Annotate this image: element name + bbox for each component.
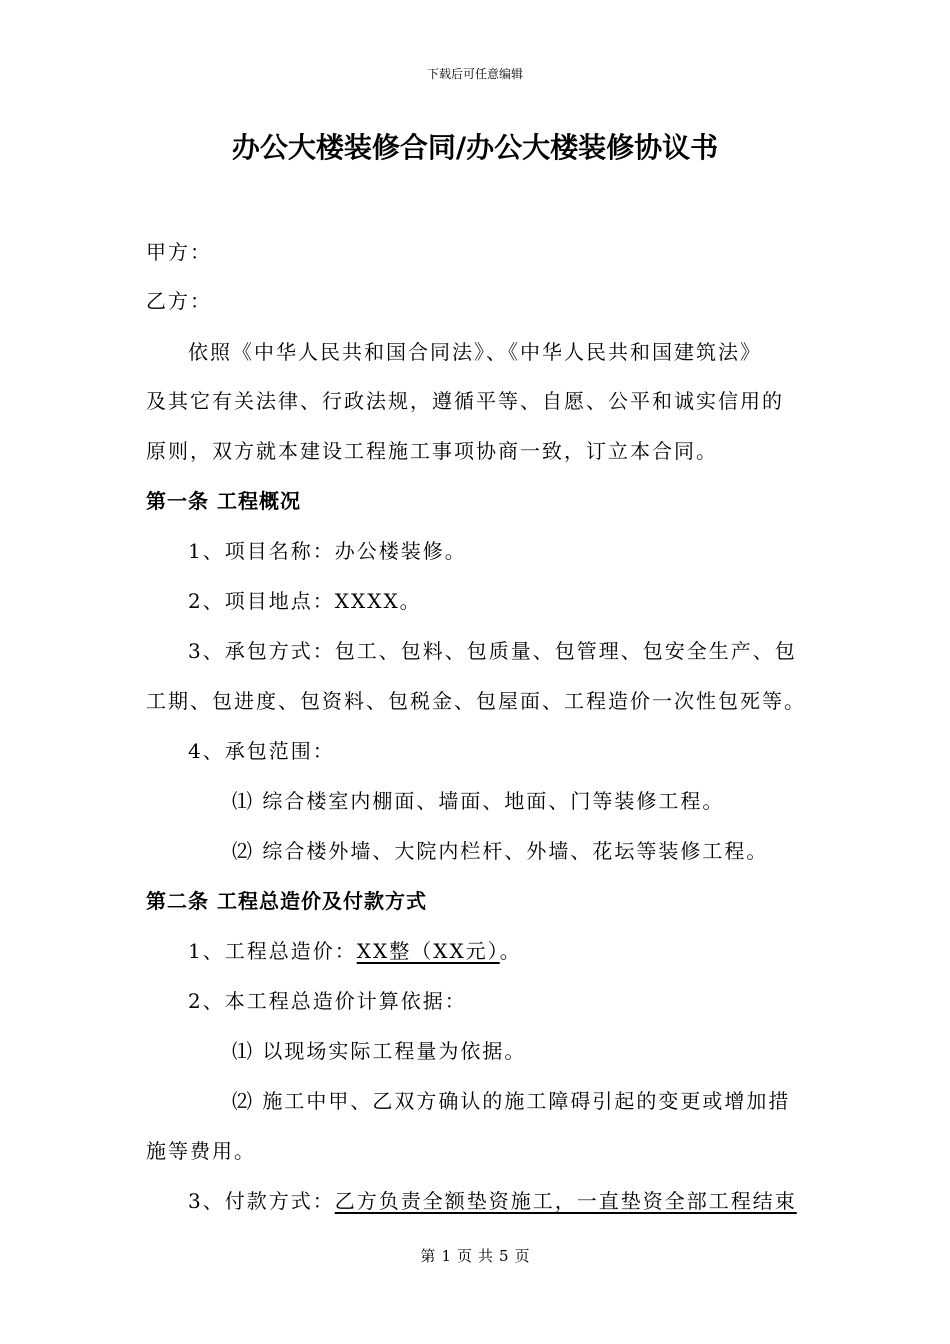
article-1-item-3-line-2: 工期、包进度、包资料、包税金、包屋面、工程造价一次性包死等。 — [146, 689, 806, 713]
preamble-line-2: 及其它有关法律、行政法规，遵循平等、自愿、公平和诚实信用的 — [146, 389, 784, 413]
article-2-item-2-sub-2-line-2: 施等费用。 — [146, 1139, 256, 1163]
article-2-item-1-prefix: 1、工程总造价： — [188, 939, 357, 963]
article-2-item-2: 2、本工程总造价计算依据： — [188, 989, 467, 1013]
article-1-item-1: 1、项目名称：办公楼装修。 — [188, 539, 467, 563]
article-1-heading: 第一条 工程概况 — [146, 489, 301, 513]
article-2-item-2-sub-2-line-1: ⑵ 施工中甲、乙双方确认的施工障碍引起的变更或增加措 — [232, 1089, 791, 1113]
page-footer — [0, 1246, 950, 1266]
footer-total-label: 共 — [478, 1247, 494, 1265]
article-2-item-1 — [188, 937, 858, 965]
article-1-item-3-line-1: 3、承包方式：包工、包料、包质量、包管理、包安全生产、包 — [188, 639, 797, 663]
preamble-line-1: 依照《中华人民共和国合同法》、《中华人民共和国建筑法》 — [188, 340, 762, 364]
header-note: 下载后可任意编辑 — [426, 67, 523, 81]
footer-page-label: 第 — [420, 1247, 436, 1265]
article-2-heading: 第二条 工程总造价及付款方式 — [146, 889, 427, 913]
party-b-label: 乙方： — [146, 289, 212, 313]
footer-page-unit: 页 — [456, 1247, 472, 1265]
footer-page-number: 1 — [441, 1247, 451, 1265]
total-price-value: XX整（XX元） — [356, 939, 500, 963]
footer-total-unit: 页 — [514, 1247, 530, 1265]
article-2-item-2-sub-1: ⑴ 以现场实际工程量为依据。 — [232, 1039, 527, 1063]
article-1-item-4-sub-1: ⑴ 综合楼室内棚面、墙面、地面、门等装修工程。 — [232, 789, 725, 813]
article-2-item-3-prefix: 3、付款方式： — [188, 1189, 335, 1213]
article-2-item-1-suffix: 。 — [499, 939, 522, 963]
article-1-item-4-sub-2: ⑵ 综合楼外墙、大院内栏杆、外墙、花坛等装修工程。 — [232, 839, 769, 863]
article-2-item-3 — [188, 1187, 858, 1215]
article-1-item-4: 4、承包范围： — [188, 739, 335, 763]
footer-total-pages: 5 — [499, 1247, 509, 1265]
preamble-line-3: 原则，双方就本建设工程施工事项协商一致，订立本合同。 — [146, 439, 718, 463]
article-1-item-2: 2、项目地点：XXXX。 — [188, 589, 422, 613]
payment-method-value: 乙方负责全额垫资施工，一直垫资全部工程结束 — [334, 1189, 797, 1213]
document-title: 办公大楼装修合同/办公大楼装修协议书 — [231, 131, 719, 164]
party-a-label: 甲方： — [146, 240, 212, 264]
